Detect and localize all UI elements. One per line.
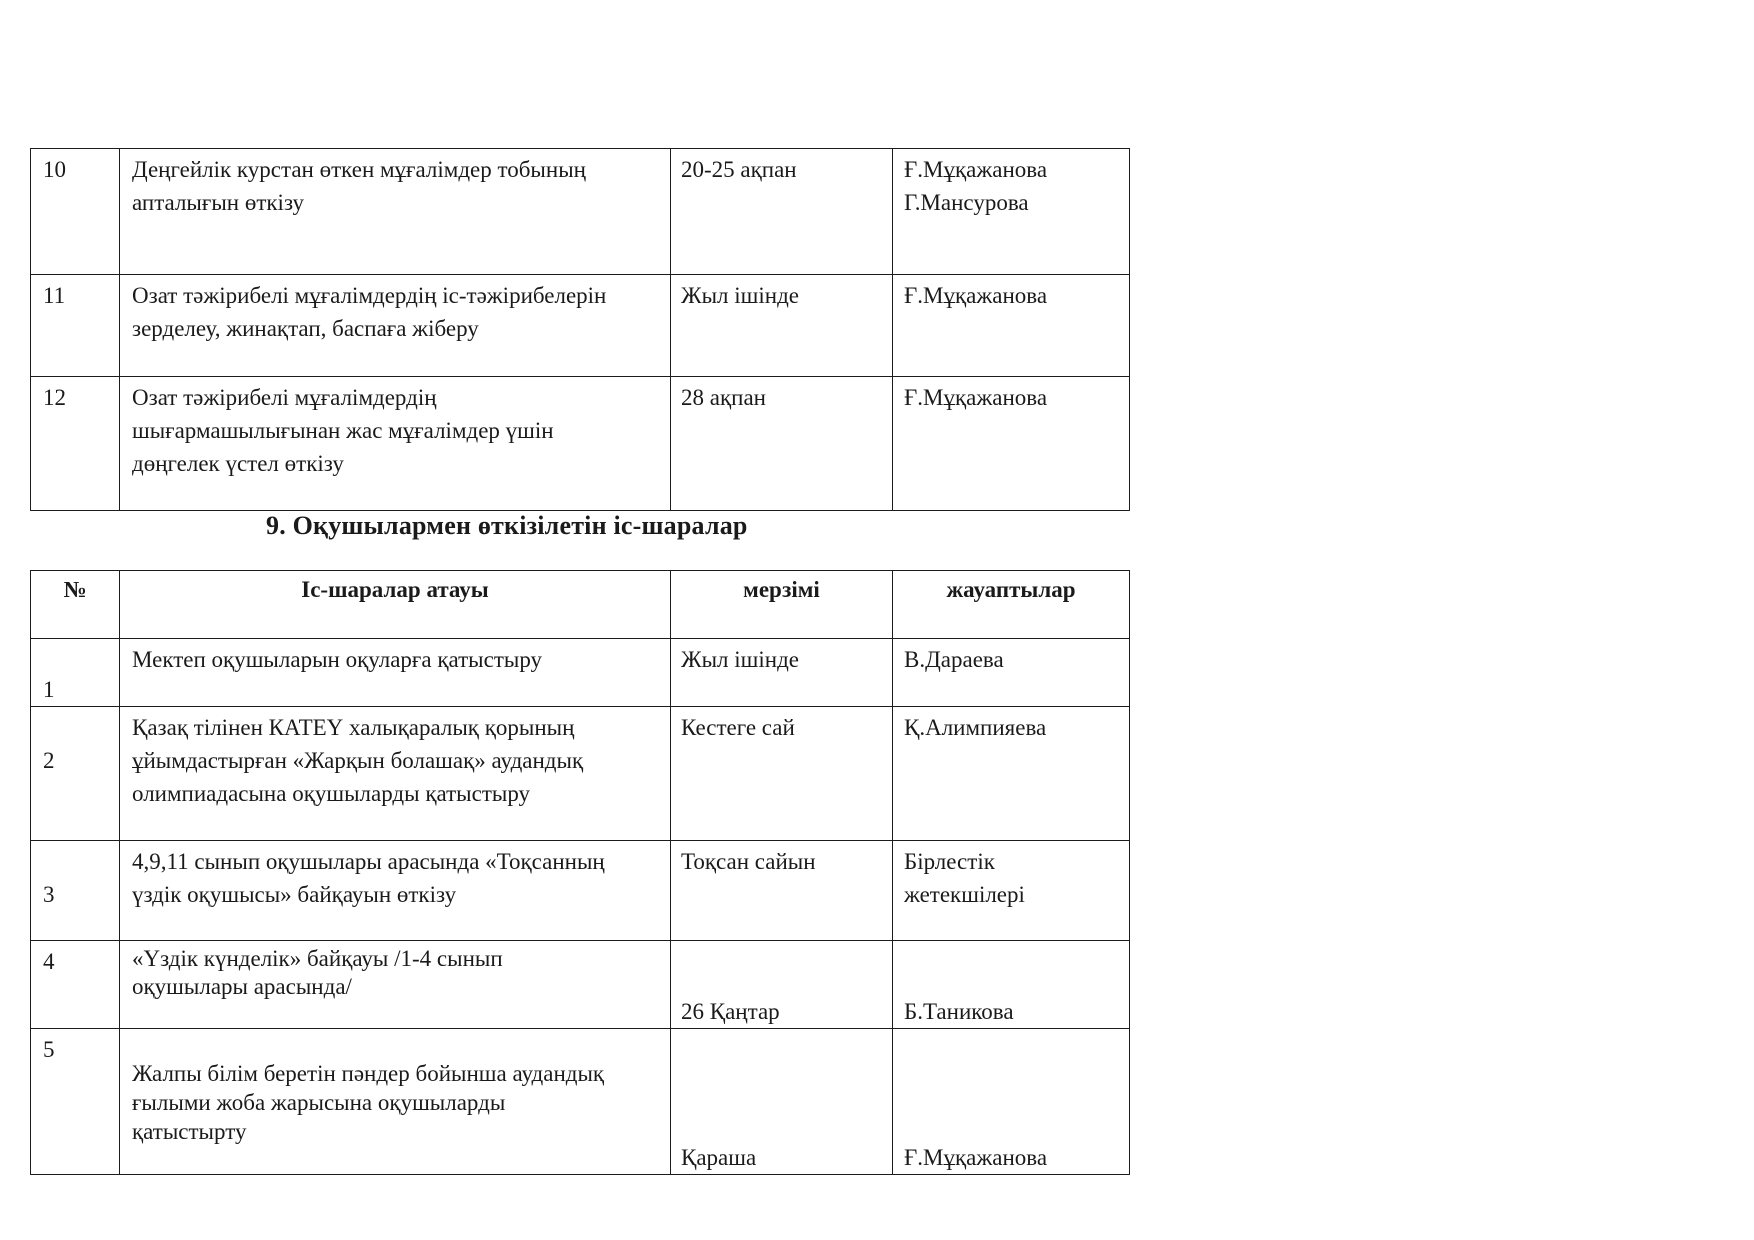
row-number: 3 [31,841,120,941]
table-row [31,639,1130,707]
activities-table-top [30,148,1130,511]
activity-name: «Үздік күнделік» байқауы /1-4 сынып оқушылары арасында/ [120,941,671,1029]
header-responsible: жауаптылар [893,571,1130,639]
activity-name: Жалпы білім беретін пәндер бойынша аудандық ғылыми жоба жарысына оқушыларды қатыстырту [120,1029,671,1175]
responsible-person: Ғ.Мұқажанова Г.Мансурова [893,149,1130,275]
table-row [31,941,1130,1029]
header-activity-name: Іс-шаралар атауы [120,571,671,639]
activities-table-bottom [30,570,1130,1175]
activity-name: Озат тәжірибелі мұғалімдердің іс-тәжірибелерін зерделеу, жинақтап, баспаға жіберу [120,275,671,377]
row-number: 12 [31,377,120,511]
activity-name: Қазақ тілінен КАТЕҮ халықаралық қорының ұйымдастырған «Жарқын болашақ» аудандық олимпиадасына оқушыларды қатыстыру [120,707,671,841]
row-number: 5 [31,1029,120,1175]
activity-date: 20-25 ақпан [671,149,893,275]
activity-name: Озат тәжірибелі мұғалімдердің шығармашылығынан жас мұғалімдер үшін дөңгелек үстел өткізу [120,377,671,511]
responsible-person: Ғ.Мұқажанова [893,275,1130,377]
activity-name: Мектеп оқушыларын оқуларға қатыстыру [120,639,671,707]
activity-date: Кестеге сай [671,707,893,841]
activity-name: 4,9,11 сынып оқушылары арасында «Тоқсанның үздік оқушысы» байқауын өткізу [120,841,671,941]
responsible-person: Ғ.Мұқажанова [893,377,1130,511]
activity-date: Жыл ішінде [671,639,893,707]
activity-date: Тоқсан сайын [671,841,893,941]
activity-name: Деңгейлік курстан өткен мұғалімдер тобының апталығын өткізу [120,149,671,275]
row-number: 4 [31,941,120,1029]
table-row [31,275,1130,377]
responsible-person: Қ.Алимпияева [893,707,1130,841]
responsible-person: В.Дараева [893,639,1130,707]
table-row [31,149,1130,275]
table-header-row [31,571,1130,639]
row-number: 10 [31,149,120,275]
responsible-person: Б.Таникова [893,941,1130,1029]
table-row [31,1029,1130,1175]
table-row [31,377,1130,511]
table-row [31,841,1130,941]
row-number: 2 [31,707,120,841]
activity-date: 26 Қаңтар [671,941,893,1029]
responsible-person: Бірлестік жетекшілері [893,841,1130,941]
row-number: 1 [31,639,120,707]
row-number: 11 [31,275,120,377]
activity-date: 28 ақпан [671,377,893,511]
header-date: мерзімі [671,571,893,639]
activity-date: Қараша [671,1029,893,1175]
responsible-person: Ғ.Мұқажанова [893,1029,1130,1175]
section-heading: 9. Оқушылармен өткізілетін іс-шаралар [266,511,748,540]
activity-date: Жыл ішінде [671,275,893,377]
header-number: № [31,571,120,639]
table-row [31,707,1130,841]
